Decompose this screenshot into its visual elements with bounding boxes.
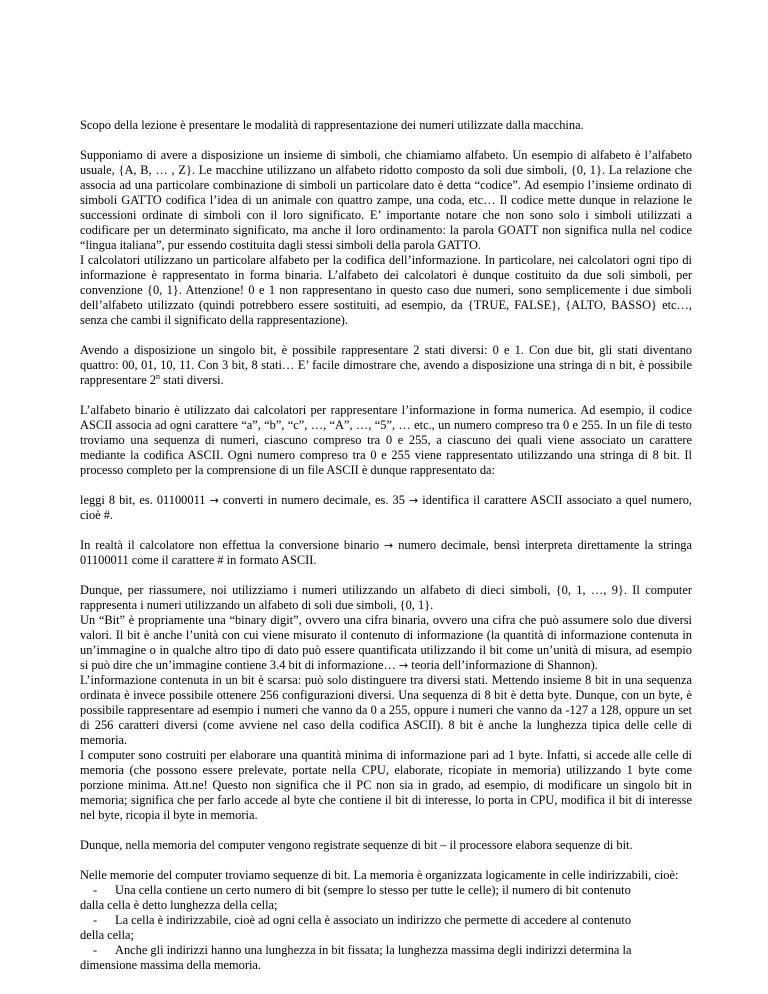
ascii-process-paragraph	[80, 493, 692, 523]
alphabet-paragraph: Supponiamo di avere a disposizione un insieme di simboli, che chiamiamo alfabeto. Un esempio di alfabeto è l’alfabeto usuale, {A, B, … , Z}. Le macchine utilizzano un alfabeto ridotto composto da soli due simboli, {0, 1}. La relazione che associa ad una particolare combinazione di simboli un particolare dato è detta “codice”. Ad esempio l’insieme ordinato di simboli GATTO codifica l’idea di un animale con quattro zampe, una coda, etc… Il codice mette dunque in relazione le successioni ordinate di simboli con il loro significato. E’ importante notare che non sono solo i simboli utilizzati a codificare per un determinato significato, ma anche il loro ordinamento: la parola GOATT non significa nulla nel codice “lingua italiana”, pur essendo costituita dagli stessi simboli della parola GATTO.	[80, 148, 692, 252]
byte-processing-paragraph: I computer sono costruiti per elaborare una quantità minima di informazione pari ad 1 byte. Infatti, si accede alle celle di memoria (che possono essere prelevate, portate nella CPU, elaborate, ricopiate in memoria) utilizzando 1 byte come porzione minima. Att.ne! Questo non significa che il PC non sia in grado, ad esempio, di modificare un singolo bit in memoria; significa che per farlo accede al byte che contiene il bit di interesse, lo porta in CPU, modifica il bit di interesse nel byte, ricopia il byte in memoria.	[80, 748, 692, 822]
process-step-2: converti in numero decimale, es. 35	[218, 493, 410, 507]
process-step-3: identifica il carattere ASCII associato a quel numero, cioè #.	[80, 493, 692, 522]
list-item	[80, 883, 692, 898]
process-step-1: leggi 8 bit, es. 01100011	[80, 493, 210, 507]
bit-definition-text-end: teoria dell’informazione di Shannon).	[408, 658, 598, 672]
computer-alphabet-paragraph: I calcolatori utilizzano un particolare alfabeto per la codifica dell’informazione. In particolare, nei calcolatori ogni tipo di informazione è rappresentato in forma binaria. L’alfabeto dei calcolatori è dunque costituito da due soli simboli, per convenzione {0, 1}. Attenzione! 0 e 1 non rappresentano in questo caso due numeri, sono semplicemente i due simboli dell’alfabeto utilizzato (quindi potrebbero essere sostituiti, ad esempio, da {TRUE, FALSE}, {ALTO, BASSO} etc…, senza che cambi il significato della rappresentazione).	[80, 253, 692, 327]
list-item	[80, 913, 692, 928]
list-item-text: Una cella contiene un certo numero di bit (sempre lo stesso per tutte le celle); il numero di bit contenuto	[115, 883, 631, 897]
exponent-n: n	[156, 371, 161, 381]
list-item-continuation: dimensione massima della memoria.	[80, 958, 261, 972]
memory-summary-paragraph: Dunque, nella memoria del computer vengono registrate sequenze di bit – il processore elabora sequenze di bit.	[80, 838, 633, 852]
bit-states-text: Avendo a disposizione un singolo bit, è possibile rappresentare 2 stati diversi: 0 e 1. Con due bit, gli stati diventano quattro: 00, 01, 10, 11. Con 3 bit, 8 stati… E’ facile dimostrare che, avendo a disposizione una stringa di n bit, è possibile rappresentare 2	[80, 343, 692, 387]
list-item-text: Anche gli indirizzi hanno una lunghezza in bit fissata; la lunghezza massima degli indirizzi determina la	[115, 943, 632, 957]
list-item-continuation: della cella;	[80, 928, 135, 942]
ascii-paragraph: L’alfabeto binario è utilizzato dai calcolatori per rappresentare l’informazione in forma numerica. Ad esempio, il codice ASCII associa ad ogni carattere “a”, “b”, “c”, …, “A”, …, “5”, … etc., un numero compreso tra 0 e 255. In un file di testo troviamo una sequenza di numeri, ciascuno compreso tra 0 e 255, a ciascuno dei quali viene associato un carattere mediante la codifica ASCII. Ogni numero compreso tra 0 e 255 viene rappresentato utilizzando una stringa di 8 bit. Il processo completo per la comprensione di un file ASCII è dunque rappresentato da:	[80, 403, 692, 477]
document-page	[80, 118, 692, 973]
conversion-text-2: numero decimale, bensì interpreta direttamente la stringa 01100011 come il carattere # in formato ASCII.	[80, 538, 692, 567]
arrow-right-icon: →	[398, 659, 409, 672]
summary-paragraph: Dunque, per riassumere, noi utilizziamo i numeri utilizzando un alfabeto di dieci simboli, {0, 1, …, 9}. Il computer rappresenta i numeri utilizzando un alfabeto di soli due simboli, {0, 1}.	[80, 583, 692, 612]
arrow-right-icon: →	[409, 494, 419, 507]
byte-paragraph: L’informazione contenuta in un bit è scarsa: può solo distinguere tra diversi stati. Mettendo insieme 8 bit in una sequenza ordinata è invece possibile ottenere 256 configurazioni diversi. Una sequenza di 8 bit è detta byte. Dunque, con un byte, è possibile rappresentare ad esempio i numeri che vanno da 0 a 255, oppure i numeri che vanno da -127 a 128, oppure un set di 256 caratteri diversi (come avviene nel caso della codifica ASCII). 8 bit è anche la lunghezza tipica delle celle di memoria.	[80, 673, 692, 747]
list-item-text: La cella è indirizzabile, cioè ad ogni cella è associato un indirizzo che permette di accedere al contenuto	[115, 913, 632, 927]
list-item-continuation: dalla cella è detto lunghezza della cella;	[80, 898, 278, 912]
list-dash: -	[93, 943, 98, 957]
list-dash: -	[93, 913, 98, 927]
memory-properties-list	[80, 883, 692, 973]
arrow-right-icon: →	[209, 494, 219, 507]
bit-definition-text: Un “Bit” è propriamente una “binary digit”, ovvero una cifra binaria, ovvero una cifra che può assumere solo due diversi valori. Il bit è anche l’unità con cui viene misurato il contenuto di informazione (la quantità di informazione contenuta in un’immagine o in qualche altro tipo di dato può essere quantificata utilizzando il bit come un’unità di misura, ad esempio si può dire che un’immagine contiene 3.4 bit di informazione…	[80, 613, 692, 672]
conversion-text-1: In realtà il calcolatore non effettua la conversione binario	[80, 538, 385, 552]
bit-states-paragraph	[80, 343, 692, 388]
conversion-paragraph	[80, 538, 692, 568]
intro-paragraph: Scopo della lezione è presentare le modalità di rappresentazione dei numeri utilizzate dalla macchina.	[80, 118, 584, 132]
bit-definition-paragraph	[80, 613, 692, 673]
arrow-right-icon: →	[384, 539, 394, 552]
bit-states-text-end: stati diversi.	[160, 373, 224, 387]
list-item	[80, 943, 692, 958]
list-dash: -	[93, 883, 98, 897]
memory-organization-paragraph: Nelle memorie del computer troviamo sequenze di bit. La memoria è organizzata logicamente in celle indirizzabili, cioè:	[80, 868, 679, 882]
